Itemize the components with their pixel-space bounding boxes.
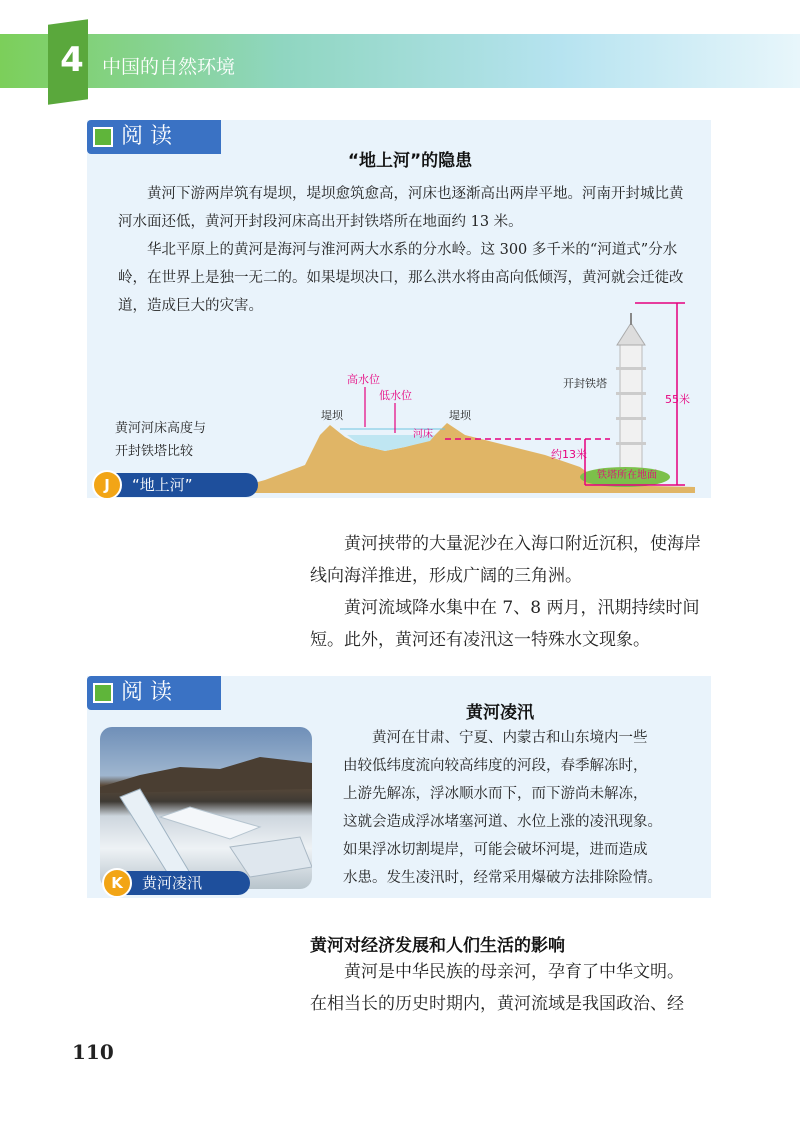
figure-side-label-1: 黄河河床高度与 — [115, 421, 207, 436]
figure-caption-j — [98, 473, 258, 497]
reading-2-line: 上游先解冻，浮冰顺水而下，而下游尚未解冻， — [343, 786, 648, 802]
body-paragraph-1: 黄河挟带的大量泥沙在入海口附近沉积，使海岸线向海洋推进，形成广阔的三角洲。 — [310, 534, 701, 586]
label-low-water: 低水位 — [379, 389, 412, 402]
reading-2-line: 由较低纬度流向较高纬度的河段，春季解冻时， — [343, 758, 648, 774]
label-height-55: 55米 — [665, 393, 690, 406]
reading-2-line: 如果浮冰切割堤岸，可能会破坏河堤，进而造成 — [343, 842, 648, 858]
reading-paragraph-2: 华北平原上的黄河是海河与淮河两大水系的分水岭。这 300 多千米的“河道式”分水岭，在世界上是独一无二的。如果堤坝决口，那么洪水将由高向低倾泻，黄河就会迁徙改道，造成巨大的灾害。 — [118, 242, 684, 314]
figure-side-label-2: 开封铁塔比较 — [115, 444, 194, 459]
reading-title: “地上河”的隐患 — [347, 151, 473, 171]
reading-tag — [87, 120, 221, 154]
section-line: 在相当长的历史时期内，黄河流域是我国政治、经 — [310, 994, 684, 1014]
chapter-number: 4 — [60, 40, 84, 80]
caption-letter-j: J — [92, 470, 122, 500]
caption-text-k: 黄河凌汛 — [142, 874, 203, 892]
ice-photo-detail — [100, 727, 312, 889]
dishanghe-diagram — [225, 295, 705, 495]
reading-paragraph-1: 黄河下游两岸筑有堤坝，堤坝愈筑愈高，河床也逐渐高出两岸平地。河南开封城比黄河水面还低，黄河开封段河床高出开封铁塔所在地面约 13 米。 — [118, 186, 684, 230]
caption-letter-k: K — [102, 868, 132, 898]
ice-flood-photo — [100, 727, 312, 889]
label-height-13: 约13米 — [551, 448, 587, 461]
section-heading: 黄河对经济发展和人们生活的影响 — [310, 936, 565, 956]
label-dam-left: 堤坝 — [321, 409, 343, 422]
reading-tag-2 — [87, 676, 221, 710]
caption-text-j: “地上河” — [132, 476, 193, 494]
label-tower-ground: 铁塔所在地面 — [597, 470, 657, 481]
section-line: 黄河是中华民族的母亲河，孕育了中华文明。 — [344, 962, 684, 982]
reading-2-text — [343, 724, 703, 892]
label-dam-right: 堤坝 — [449, 409, 471, 422]
body-paragraph-2: 黄河流域降水集中在 7、8 两月，汛期持续时间短。此外，黄河还有凌汛这一特殊水文现象。 — [310, 598, 700, 650]
page-number: 110 — [72, 1040, 114, 1064]
label-riverbed: 河床 — [413, 429, 433, 440]
reading-2-line: 这就会造成浮冰堵塞河道、水位上涨的凌汛现象。 — [343, 814, 662, 830]
book-icon — [93, 683, 113, 703]
label-high-water: 高水位 — [347, 373, 380, 386]
book-icon — [93, 127, 113, 147]
reading-2-title: 黄河凌汛 — [466, 703, 534, 723]
reading-2-line: 黄河在甘肃、宁夏、内蒙古和山东境内一些 — [372, 730, 648, 746]
section-text — [310, 956, 720, 1020]
pagoda-icon — [616, 313, 646, 475]
chapter-title: 中国的自然环境 — [102, 56, 236, 78]
reading-tag-label: 阅 读 — [121, 124, 172, 149]
label-tower: 开封铁塔 — [563, 377, 607, 390]
reading-tag-2-label: 阅 读 — [121, 680, 172, 705]
reading-2-line: 水患。发生凌汛时，经常采用爆破方法排除险情。 — [343, 870, 662, 886]
